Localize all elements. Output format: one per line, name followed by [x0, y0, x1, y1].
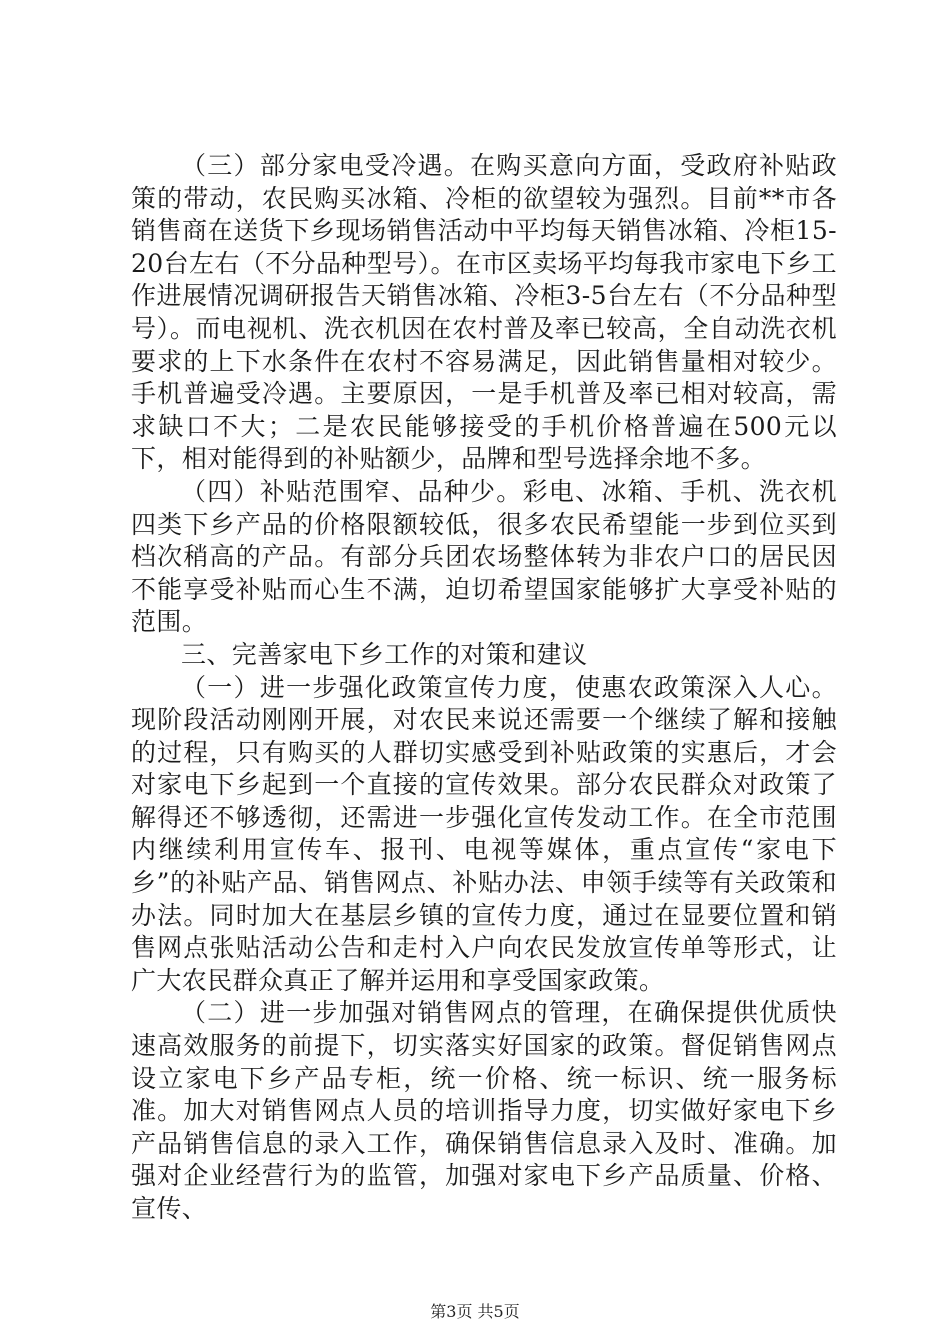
- paragraph-measure-1: （一）进一步强化政策宣传力度，使惠农政策深入人心。现阶段活动刚刚开展，对农民来说还需要一个继续了解和接触的过程，只有购买的人群切实感受到补贴政策的实惠后，才会对家电下乡起到一个直接的宣传效果。部分农民群众对政策了解得还不够透彻，还需进一步强化宣传发动工作。在全市范围内继续利用宣传车、报刊、电视等媒体，重点宣传“家电下乡”的补贴产品、销售网点、补贴办法、申领手续等有关政策和办法。同时加大在基层乡镇的宣传力度，通过在显要位置和销售网点张贴活动公告和走村入户向农民发放宣传单等形式，让广大农民群众真正了解并运用和享受国家政策。: [131, 672, 837, 995]
- paragraph-section-4: （四）补贴范围窄、品种少。彩电、冰箱、手机、洗衣机四类下乡产品的价格限额较低，很多农民希望能一步到位买到档次稍高的产品。有部分兵团农场整体转为非农户口的居民因不能享受补贴而心生不满，迫切希望国家能够扩大享受补贴的范围。: [131, 476, 837, 637]
- page-footer: 第3页 共5页: [430, 1302, 520, 1321]
- section-heading: 三、完善家电下乡工作的对策和建议: [181, 639, 588, 669]
- document-body: [131, 150, 837, 1226]
- paragraph-section-3: （三）部分家电受冷遇。在购买意向方面，受政府补贴政策的带动，农民购买冰箱、冷柜的欲望较为强烈。目前**市各销售商在送货下乡现场销售活动中平均每天销售冰箱、冷柜15-20台左右（不分品种型号）。在市区卖场平均每我市家电下乡工作进展情况调研报告天销售冰箱、冷柜3-5台左右（不分品种型号）。而电视机、洗衣机因在农村普及率已较高，全自动洗衣机要求的上下水条件在农村不容易满足，因此销售量相对较少。手机普遍受冷遇。主要原因，一是手机普及率已相对较高，需求缺口不大；二是农民能够接受的手机价格普遍在500元以下，相对能得到的补贴额少，品牌和型号选择余地不多。: [131, 151, 837, 474]
- paragraph-measure-2: （二）进一步加强对销售网点的管理，在确保提供优质快速高效服务的前提下，切实落实好国家的政策。督促销售网点设立家电下乡产品专柜，统一价格、统一标识、统一服务标准。加大对销售网点人员的培训指导力度，切实做好家电下乡产品销售信息的录入工作，确保销售信息录入及时、准确。加强对企业经营行为的监管，加强对家电下乡产品质量、价格、宣传、: [131, 998, 837, 1223]
